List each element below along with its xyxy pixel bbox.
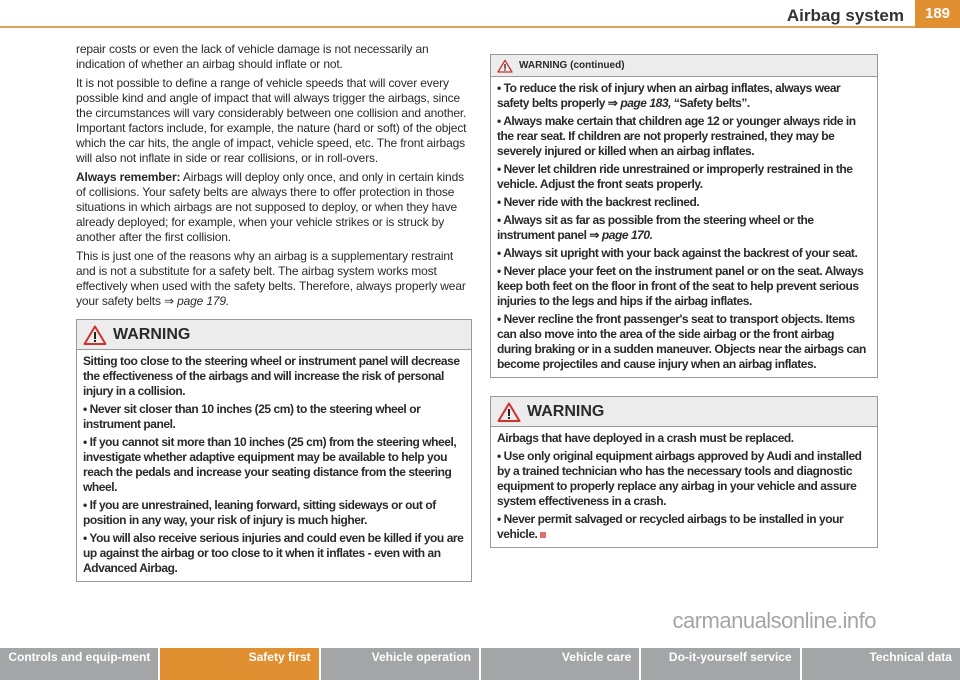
warning-triangle-icon xyxy=(83,325,107,345)
warning-title: WARNING xyxy=(527,403,605,420)
warning-box xyxy=(76,319,472,582)
nav-tab-vehicle-care[interactable]: Vehicle care xyxy=(481,648,639,680)
warning-item: • Never place your feet on the instrument panel or on the seat. Always keep both feet on the floor in front of the seat to help prevent serious injuries to the legs and hips if the airbag inflates. xyxy=(497,264,864,308)
nav-tab-controls[interactable]: Controls and equip-ment xyxy=(0,648,158,680)
header-rule xyxy=(0,26,915,28)
warning-item: • If you are unrestrained, leaning forward, sitting sideways or out of position in any way, your risk of injury is much higher. xyxy=(83,498,436,527)
warning-item: • If you cannot sit more than 10 inches (25 cm) from the steering wheel, investigate whether adaptive equipment may be available to help you reach the pedals and increase your seating distance from the steering wheel. xyxy=(83,435,457,494)
warning-title: WARNING (continued) xyxy=(519,60,625,71)
warning-header xyxy=(491,55,877,77)
warning-item: • You will also receive serious injuries and could even be killed if you are up against the airbag or too close to it when it inflates - even with an Advanced Airbag. xyxy=(83,531,464,575)
item-text: • Never permit salvaged or recycled airbags to be installed in your vehicle. xyxy=(497,512,844,541)
page-link[interactable]: page 183, xyxy=(620,96,671,110)
warning-intro: Airbags that have deployed in a crash must be replaced. xyxy=(497,431,794,445)
paragraph: It is not possible to define a range of vehicle speeds that will cover every possible kind and angle of impact that will always trigger the airbags, since the circumstances will vary considerably between one collision and another. Important factors include, for example, the nature (hard or soft) of the object which the car hits, the angle of impact, vehicle speed, etc. The front airbags will also not inflate in side or rear collisions, or in roll-overs. xyxy=(76,76,467,165)
right-column xyxy=(490,54,878,548)
warning-triangle-icon xyxy=(497,59,513,73)
left-column xyxy=(76,42,472,582)
item-text: • Always sit as far as possible from the steering wheel or the instrument panel ⇒ xyxy=(497,213,814,242)
paragraph: repair costs or even the lack of vehicle damage is not necessarily an indication of whether an airbag should inflate or not. xyxy=(76,42,429,71)
warning-item: • Never recline the front passenger's seat to transport objects. Items can also move into the area of the side airbag or the front airbag during braking or in a sudden maneuver. Objects near the airbags can become projectiles and cause injury when an airbag inflates. xyxy=(497,312,866,371)
page-link[interactable]: page 170. xyxy=(601,228,653,242)
nav-tab-safety-first[interactable]: Safety first xyxy=(160,648,318,680)
warning-triangle-icon xyxy=(497,402,521,422)
section-title: Airbag system xyxy=(786,6,904,25)
warning-item: • Always make certain that children age 12 or younger always ride in the rear seat. If children are not properly restrained, they may be severely injured or killed when an airbag inflates. xyxy=(497,114,856,158)
nav-tab-diy-service[interactable]: Do-it-yourself service xyxy=(641,648,799,680)
warning-box-2 xyxy=(490,396,878,548)
warning-title: WARNING xyxy=(113,326,191,343)
chapter-nav xyxy=(0,648,960,680)
warning-item: • Never let children ride unrestrained or improperly restrained in the vehicle. Adjust the front seats properly. xyxy=(497,162,853,191)
nav-tab-technical-data[interactable]: Technical data xyxy=(802,648,960,680)
warning-item xyxy=(497,213,871,243)
warning-item xyxy=(497,512,871,542)
page-link[interactable]: page 179. xyxy=(177,294,230,308)
paragraph-text: This is just one of the reasons why an airbag is a supplementary restraint and is not a substitute for a safety belt. The airbag system works most effectively when used with the safety belts. Therefore, always properly wear your safety belts ⇒ xyxy=(76,249,466,308)
paragraph xyxy=(76,249,472,309)
warning-header xyxy=(77,320,471,350)
warning-body xyxy=(491,427,877,547)
item-text: • To reduce the risk of injury when an airbag inflates, always wear safety belts properly ⇒ xyxy=(497,81,841,110)
warning-intro: Sitting too close to the steering wheel or instrument panel will decrease the effectiveness of the airbags and will increase the risk of personal injury in a collision. xyxy=(83,354,460,398)
warning-item: • Never sit closer than 10 inches (25 cm) to the steering wheel or instrument panel. xyxy=(83,402,421,431)
warning-item: • Never ride with the backrest reclined. xyxy=(497,195,700,209)
paragraph xyxy=(76,170,472,245)
warning-item: • Always sit upright with your back against the backrest of your seat. xyxy=(497,246,858,260)
remember-label: Always remember: xyxy=(76,170,181,184)
warning-item xyxy=(497,81,871,111)
warning-body xyxy=(77,350,471,581)
item-text: “Safety belts”. xyxy=(670,96,750,110)
warning-header xyxy=(491,397,877,427)
page-number: 189 xyxy=(915,0,960,28)
watermark: carmanualsonline.info xyxy=(672,608,876,633)
warning-item: • Use only original equipment airbags approved by Audi and installed by a trained technician who has the necessary tools and diagnostic equipment to properly replace any airbag in your vehicle and assure system effectiveness in a crash. xyxy=(497,449,862,508)
warning-continued-box xyxy=(490,54,878,378)
warning-body xyxy=(491,77,877,377)
end-of-section-icon xyxy=(540,532,546,538)
nav-tab-vehicle-operation[interactable]: Vehicle operation xyxy=(321,648,479,680)
remember-text: Airbags will deploy only once, and only in certain kinds of collisions. Your safety belts are always there to offer protection in those situations in which airbags are not supposed to deploy, or when they have already deployed; for example, when your vehicle strikes or is struck by another after the first collision. xyxy=(76,170,464,244)
